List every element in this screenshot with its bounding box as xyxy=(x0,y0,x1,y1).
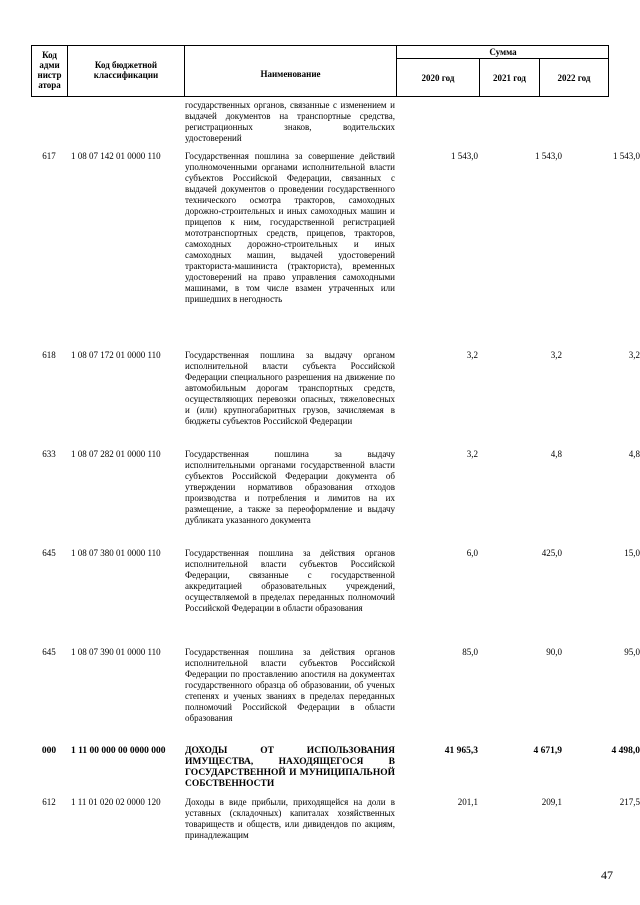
row-value-2022: 15,0 xyxy=(624,548,640,558)
row-name: ДОХОДЫ ОТ ИСПОЛЬЗОВАНИЯ ИМУЩЕСТВА, НАХОДЯЩЕГОСЯ В ГОСУДАРСТВЕННОЙ И МУНИЦИПАЛЬНОЙ СОБСТВЕННОСТИ xyxy=(185,746,395,789)
row-value-2022: 3,2 xyxy=(628,350,640,360)
row-value-2021: 3,2 xyxy=(550,350,562,360)
row-value-2022: 217,5 xyxy=(619,797,640,807)
row-value-2021: 4,8 xyxy=(550,449,562,459)
header-admin: Код адми нистр атора xyxy=(37,50,62,90)
table-row xyxy=(31,350,640,446)
row-code: 1 08 07 172 01 0000 110 xyxy=(71,350,161,360)
row-admin: 612 xyxy=(42,797,56,807)
row-code: 1 11 01 020 02 0000 120 xyxy=(71,797,161,807)
header-year1: 2020 год xyxy=(421,73,455,83)
row-code: 1 08 07 282 01 0000 110 xyxy=(71,449,161,459)
page-number: 47 xyxy=(601,868,613,882)
table-header xyxy=(31,45,609,97)
row-code: 1 08 07 390 01 0000 110 xyxy=(71,647,161,657)
row-name: государственных органов, связанные с изменением и выдачей документов на транспортные средства, регистрационных знаков, водительских удостоверений xyxy=(185,100,395,143)
row-value-2022: 4 498,0 xyxy=(611,746,640,756)
table-row xyxy=(31,647,640,743)
row-value-2021: 1 543,0 xyxy=(535,151,562,161)
row-admin: 645 xyxy=(42,548,56,558)
row-value-2020: 3,2 xyxy=(466,350,478,360)
row-value-2022: 4,8 xyxy=(628,449,640,459)
row-value-2020: 85,0 xyxy=(462,647,478,657)
row-name: Государственная пошлина за выдачу органом исполнительной власти субъекта Российской Федерации специального разрешения на движение по автомобильным дорогам транспортных средств, осуществляющих перевозки опасных, тяжеловесных и (или) крупногабаритных грузов, зачисляемая в бюджеты субъектов Российской Федерации xyxy=(185,350,395,426)
row-value-2021: 209,1 xyxy=(541,797,562,807)
row-value-2020: 41 965,3 xyxy=(444,746,478,756)
header-sum: Сумма xyxy=(489,47,517,57)
row-value-2020: 1 543,0 xyxy=(451,151,478,161)
row-value-2022: 95,0 xyxy=(624,647,640,657)
row-code: 1 08 07 380 01 0000 110 xyxy=(71,548,161,558)
row-value-2022: 1 543,0 xyxy=(613,151,640,161)
table-row xyxy=(31,449,640,545)
header-code: Код бюджетной классификации xyxy=(93,60,159,80)
table-row xyxy=(31,548,640,644)
table-row xyxy=(31,151,640,346)
row-name: Государственная пошлина за выдачу исполнительными органами государственной власти субъектов Российской Федерации документа об утверждении нормативов образования отходов производства и потребления и лимитов на их размещение, а также за переоформление и выдачу дубликата указанного документа xyxy=(185,449,395,525)
row-value-2021: 90,0 xyxy=(546,647,562,657)
row-admin: 000 xyxy=(41,746,57,756)
header-name: Наименование xyxy=(260,69,321,79)
row-admin: 617 xyxy=(42,151,56,161)
row-value-2021: 4 671,9 xyxy=(533,746,562,756)
row-name: Государственная пошлина за действия органов исполнительной власти субъектов Российской Федерации, связанные с государственной аккредитацией образовательных учреждений, осуществляемой в пределах переданных полномочий Российской Федерации в области образования xyxy=(185,548,395,613)
table-row xyxy=(31,100,609,146)
row-value-2021: 425,0 xyxy=(541,548,562,558)
row-code: 1 11 00 000 00 0000 000 xyxy=(71,746,166,756)
header-year2: 2021 год xyxy=(493,73,526,83)
row-admin: 645 xyxy=(42,647,56,657)
row-name: Государственная пошлина за действия органов исполнительной власти субъектов Российской Федерации по проставлению апостиля на документах государственного образца об образовании, об ученых степенях и ученых званиях в пределах переданных полномочий Российской Федерации в области образования xyxy=(185,647,395,723)
header-year3: 2022 год xyxy=(557,73,591,83)
row-value-2020: 6,0 xyxy=(466,548,478,558)
table-row xyxy=(31,797,640,847)
row-admin: 633 xyxy=(42,449,56,459)
row-admin: 618 xyxy=(42,350,56,360)
row-value-2020: 201,1 xyxy=(457,797,478,807)
row-value-2020: 3,2 xyxy=(466,449,478,459)
row-name: Доходы в виде прибыли, приходящейся на доли в уставных (складочных) капиталах хозяйственных товариществ и обществ, или дивидендов по акциям, принадлежащим xyxy=(185,797,395,840)
row-code: 1 08 07 142 01 0000 110 xyxy=(71,151,161,161)
table-row-section xyxy=(31,746,640,794)
row-name: Государственная пошлина за совершение действий уполномоченными органами исполнительной власти субъектов Российской Федерации, связанных с выдачей документов о проведении государственного технического осмотра тракторов, самоходных дорожно-строительных и иных самоходных машин и прицепов к ним, государственной регистрацией мототранспортных средств, прицепов, тракторов, самоходных дорожно-строительных и иных самоходных машин, выдачей удостоверений тракториста-машиниста (тракториста), временных удостоверений на право управления самоходными машинами, в том числе взамен утраченных или пришедших в негодность xyxy=(185,151,395,304)
